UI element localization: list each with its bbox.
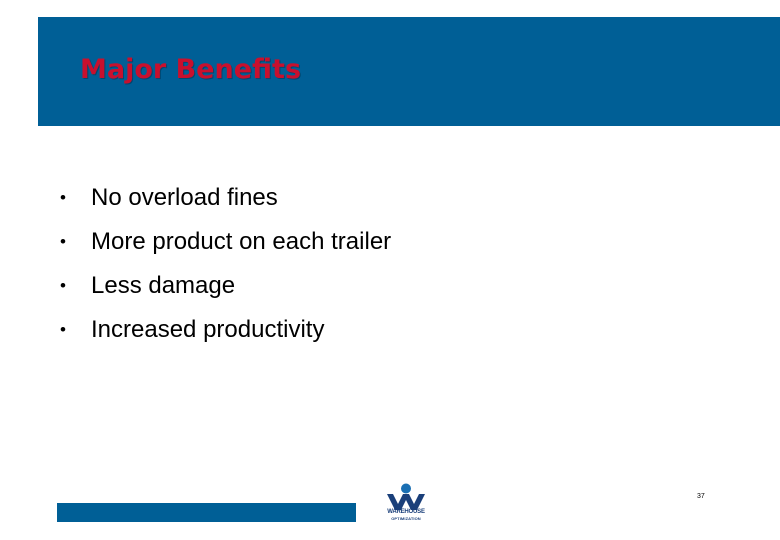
bullet-marker: • xyxy=(60,232,66,251)
bullet-item xyxy=(60,264,391,308)
warehouse-logo-icon xyxy=(379,483,433,510)
bullet-item xyxy=(60,308,391,352)
bullet-text: Less damage xyxy=(91,272,236,299)
bullet-marker: • xyxy=(60,276,66,295)
logo-wordmark: WAREHOUSE xyxy=(387,509,425,515)
bullet-text: No overload fines xyxy=(91,184,278,211)
company-logo xyxy=(379,483,433,525)
bullet-marker: • xyxy=(60,188,66,207)
logo-tagline: OPTIMIZATION xyxy=(391,516,421,521)
bullet-text: Increased productivity xyxy=(91,316,325,343)
bullet-item xyxy=(60,220,391,264)
bullet-list xyxy=(60,176,391,352)
slide-title: Major Benefits xyxy=(80,54,302,85)
page-number: 37 xyxy=(697,493,705,500)
bullet-text: More product on each trailer xyxy=(91,228,392,255)
footer-bar xyxy=(57,503,356,522)
bullet-item xyxy=(60,176,391,220)
bullet-marker: • xyxy=(60,320,66,339)
